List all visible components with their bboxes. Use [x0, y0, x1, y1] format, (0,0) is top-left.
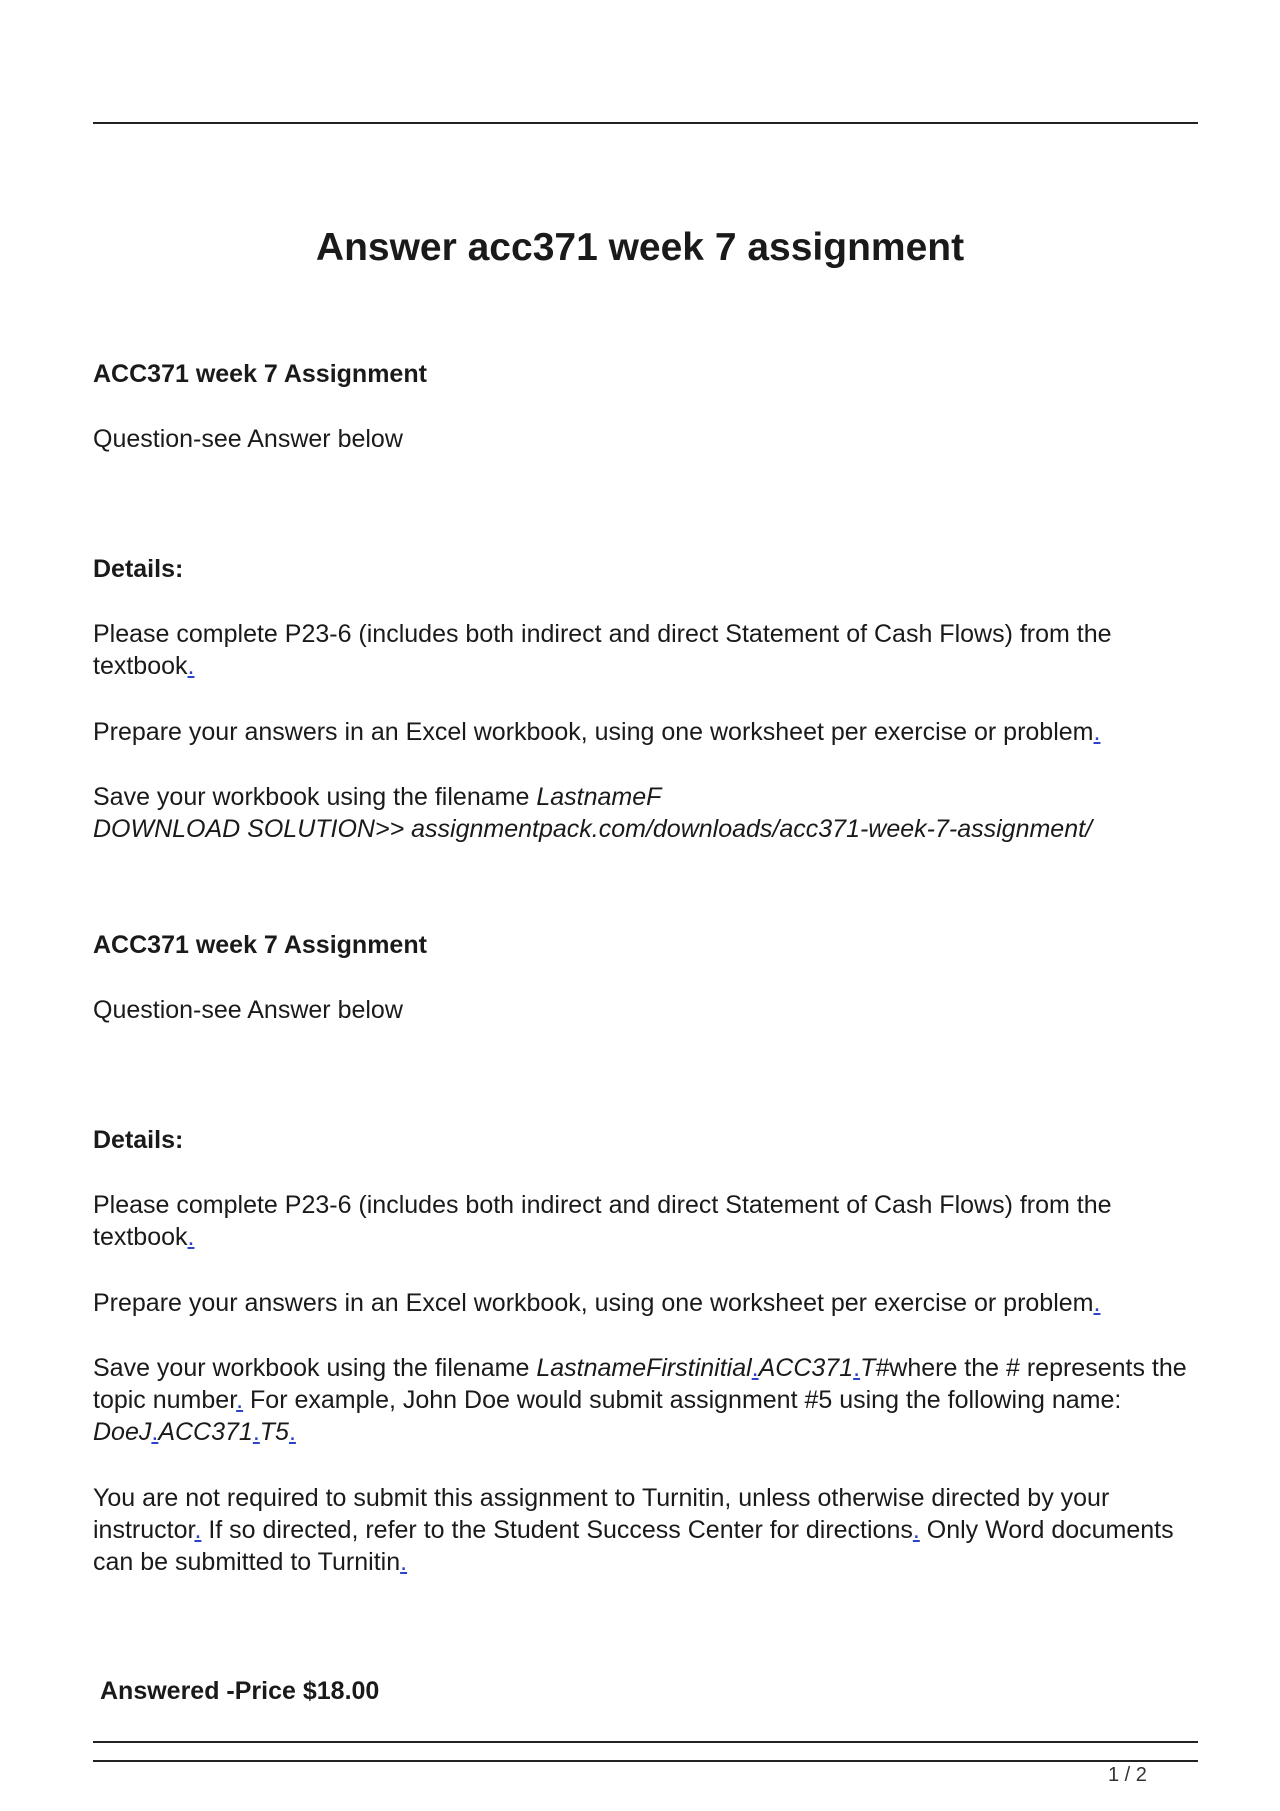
section2-p2-text: Prepare your answers in an Excel workbook, using one worksheet per exercise or problem: [93, 1289, 1094, 1317]
link-dot[interactable]: .: [1093, 1289, 1101, 1317]
section2-p1-text: Please complete P23-6 (includes both indirect and direct Statement of Cash Flows) from the textbook: [93, 1191, 1112, 1251]
section2-paragraph-1: [93, 1189, 1203, 1253]
section2-p4-c: Only Word documents can be submitted to Turnitin: [93, 1516, 1174, 1576]
section2-p3-c: For example, John Doe would submit assignment #5 using the following name:: [243, 1386, 1122, 1414]
link-dot[interactable]: .: [187, 652, 195, 680]
section2-paragraph-4: [93, 1482, 1203, 1578]
filename-part-3: T#: [860, 1354, 890, 1382]
section1-p1-text: Please complete P23-6 (includes both indirect and direct Statement of Cash Flows) from the textbook: [93, 620, 1112, 680]
page-title: Answer acc371 week 7 assignment: [315, 226, 965, 269]
price-label: Answered -Price $18.00: [100, 1677, 380, 1705]
link-dot[interactable]: .: [912, 1516, 920, 1544]
link-dot[interactable]: .: [400, 1548, 408, 1576]
footer-rule-bottom: [93, 1760, 1198, 1762]
section1-paragraph-2: [93, 716, 1203, 748]
section2-p3-b: where the # represents the topic number: [93, 1354, 1187, 1414]
section1-details-label: Details:: [93, 555, 184, 583]
section2-paragraph-3: [93, 1352, 1203, 1448]
link-dot[interactable]: .: [1093, 718, 1101, 746]
link-dot[interactable]: .: [288, 1418, 296, 1446]
page-number: 1 / 2: [1108, 1764, 1147, 1786]
filename-part-1: LastnameFirstinitial: [536, 1354, 752, 1382]
section2-question: Question-see Answer below: [93, 996, 403, 1024]
download-solution-line: DOWNLOAD SOLUTION>> assignmentpack.com/downloads/acc371-week-7-assignment/: [93, 815, 1093, 843]
section1-paragraph-1: [93, 618, 1203, 682]
header-rule: [93, 122, 1198, 124]
link-dot[interactable]: .: [194, 1516, 202, 1544]
example-part-2: ACC371: [158, 1418, 253, 1446]
filename-part-2: ACC371: [758, 1354, 854, 1382]
footer-rule-top: [93, 1741, 1198, 1743]
section2-heading: ACC371 week 7 Assignment: [93, 931, 427, 959]
link-dot[interactable]: .: [252, 1418, 260, 1446]
link-dot[interactable]: .: [853, 1354, 861, 1382]
section1-heading: ACC371 week 7 Assignment: [93, 360, 427, 388]
section1-p3-filename: LastnameF: [536, 783, 662, 811]
section2-p4-a: You are not required to submit this assignment to Turnitin, unless otherwise directed by your instructor: [93, 1484, 1110, 1544]
section1-paragraph-3: [93, 781, 1203, 845]
section2-p4-b: If so directed, refer to the Student Success Center for directions: [201, 1516, 913, 1544]
link-dot[interactable]: .: [236, 1386, 244, 1414]
section2-details-label: Details:: [93, 1126, 184, 1154]
section2-paragraph-2: [93, 1287, 1203, 1319]
link-dot[interactable]: .: [751, 1354, 759, 1382]
example-part-1: DoeJ: [93, 1418, 152, 1446]
section1-p2-text: Prepare your answers in an Excel workbook, using one worksheet per exercise or problem: [93, 718, 1094, 746]
section1-question: Question-see Answer below: [93, 425, 403, 453]
link-dot[interactable]: .: [151, 1418, 159, 1446]
section1-p3-text: Save your workbook using the filename: [93, 783, 537, 811]
example-part-3: T5: [259, 1418, 289, 1446]
link-dot[interactable]: .: [187, 1223, 195, 1251]
section2-p3-a: Save your workbook using the filename: [93, 1354, 537, 1382]
